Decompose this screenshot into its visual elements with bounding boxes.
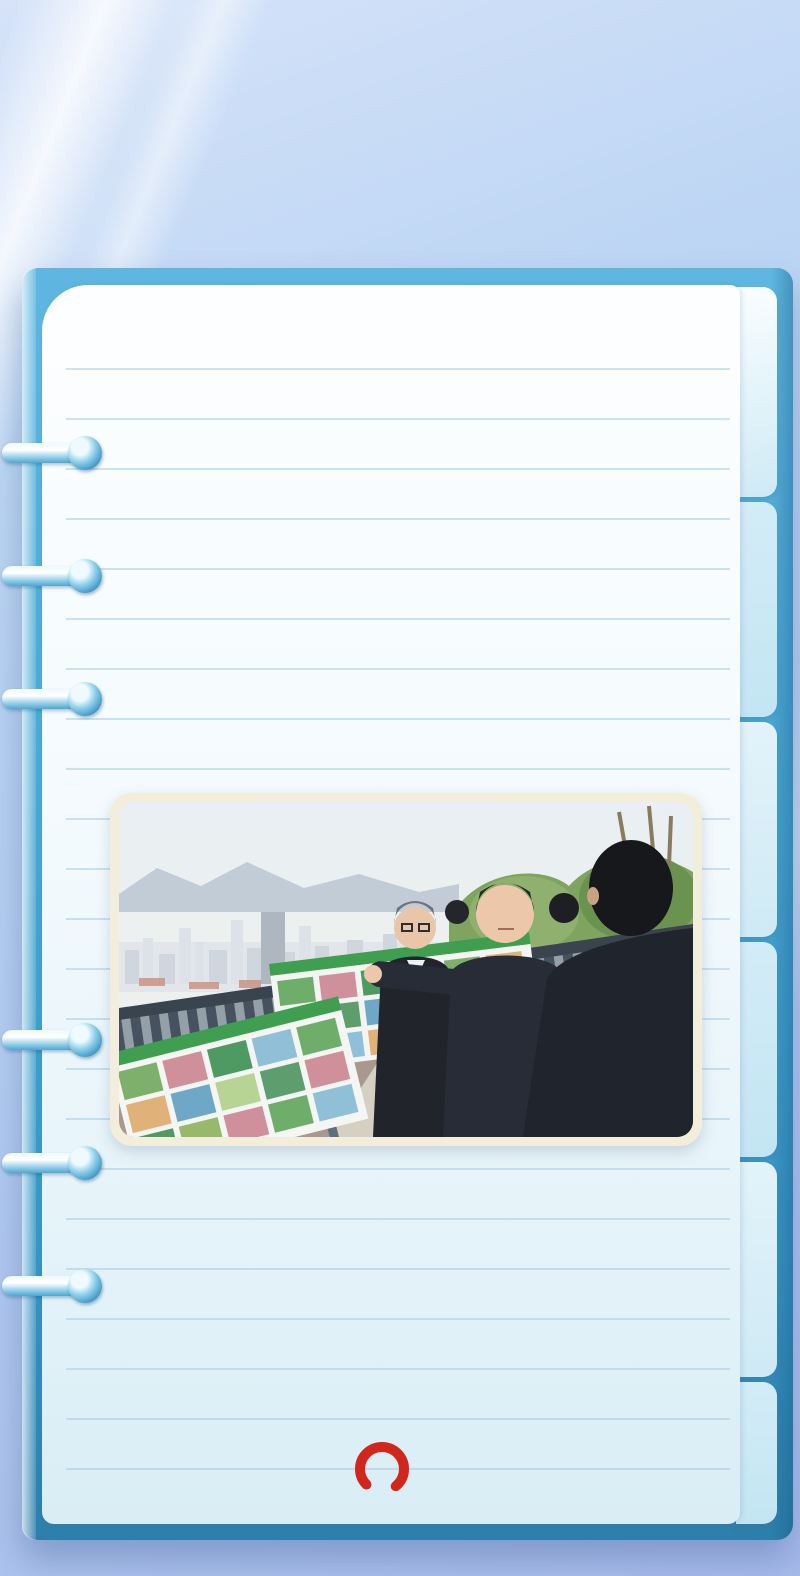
binder-ring (0, 435, 102, 471)
binder-ring (0, 681, 102, 717)
notebook-tab (736, 502, 777, 717)
cctv-logo (355, 1454, 395, 1502)
binder-ring (0, 1145, 102, 1181)
cctv-red-arc-icon (351, 1440, 413, 1502)
notebook-tab (736, 1162, 777, 1377)
footer-logos (42, 1436, 740, 1520)
binder-ring (0, 558, 102, 594)
notebook-tab (736, 1382, 777, 1524)
binder-ring (0, 1022, 102, 1058)
notebook-tab-study-notes (736, 287, 777, 497)
notebook-tab (736, 942, 777, 1157)
binder-ring (0, 1268, 102, 1304)
photo (110, 793, 702, 1146)
photo-illustration (119, 802, 693, 1137)
notebook-tab (736, 722, 777, 937)
